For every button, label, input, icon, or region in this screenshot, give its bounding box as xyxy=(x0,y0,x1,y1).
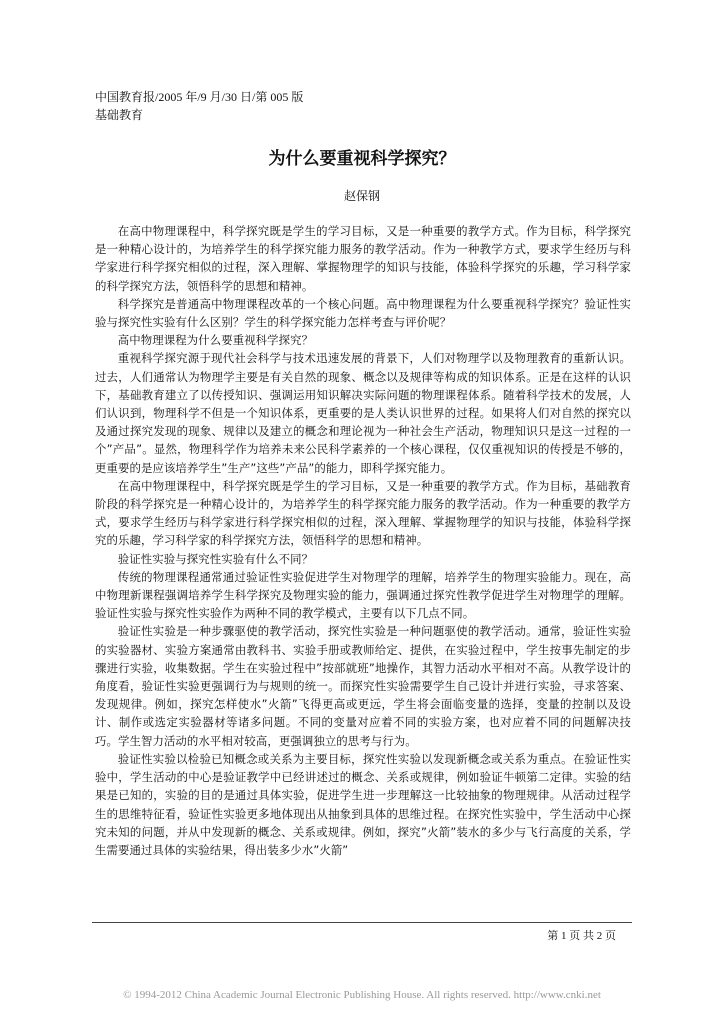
paragraph: 重视科学探究源于现代社会科学与技术迅速发展的背景下，人们对物理学以及物理教育的重新认识。过去，人们通常认为物理学主要是有关自然的现象、概念以及规律等构成的知识体系。正是在这样的认识下，基础教育建立了以传授知识、强调运用知识解决实际问题的物理课程体系。随着科学技术的发展，人们认识到，物理科学不但是一个知识体系，更重要的是人类认识世界的过程。如果将人们对自然的探究以及通过探究发现的现象、规律以及建立的概念和理论视为一种社会生产活动，物理知识只是这一过程的一个”产品”。显然，物理科学作为培养未来公民科学素养的一个核心课程，仅仅重视知识的传授是不够的，更重要的是应该培养学生”生产”这些”产品”的能力，即科学探究能力。 xyxy=(95,351,631,475)
footer-divider xyxy=(92,922,632,923)
newspaper-header xyxy=(95,88,655,124)
paragraph: 传统的物理课程通常通过验证性实验促进学生对物理学的理解，培养学生的物理实验能力。现在，高中物理新课程强调培养学生科学探究及物理实验的能力，强调通过探究性教学促进学生对物理学的理解。验证性实验与探究性实验作为两种不同的教学模式，主要有以下几点不同。 xyxy=(95,569,631,621)
paragraph: 在高中物理课程中，科学探究既是学生的学习目标，又是一种重要的教学方式。作为目标，基础教育阶段的科学探究是一种精心设计的，为培养学生的科学探究能力服务的教学活动。作为一种重要的教学方式，要求学生经历与科学家进行科学探究相似的过程，深入理解、掌握物理学的知识与技能，体验科学探究的乐趣，学习科学家的科学探究方法，领悟科学的思想和精神。 xyxy=(95,478,631,548)
article-body xyxy=(95,222,631,859)
copyright-notice: © 1994-2012 China Academic Journal Electronic Publishing House. All rights reserved. http://www.cnki.net xyxy=(123,989,601,1001)
source-line: 中国教育报/2005 年/9 月/30 日/第 005 版 xyxy=(95,90,304,104)
paragraph: 科学探究是普通高中物理课程改革的一个核心问题。高中物理课程为什么要重视科学探究？验证性实验与探究性实验有什么区别？学生的科学探究能力怎样考查与评价呢？ xyxy=(95,296,631,330)
paragraph: 在高中物理课程中，科学探究既是学生的学习目标，又是一种重要的教学方式。作为目标，科学探究是一种精心设计的，为培养学生的科学探究能力服务的教学活动。作为一种教学方式，要求学生经历与科学家进行科学探究相似的过程，深入理解、掌握物理学的知识与技能，体验科学探究的乐趣，学习科学家的科学探究方法，领悟科学的思想和精神。 xyxy=(95,224,631,293)
article-author: 赵保钢 xyxy=(343,189,380,203)
paragraph: 验证性实验以检验已知概念或关系为主要目标，探究性实验以发现新概念或关系为重点。在验证性实验中，学生活动的中心是验证教学中已经讲述过的概念、关系或规律，例如验证牛顿第二定律。实验的结果是已知的，实验的目的是通过具体实验，促进学生进一步理解这一比较抽象的物理规律。从活动过程学生的思维特征看，验证性实验更多地体现出从抽象到具体的思维过程。在探究性实验中，学生活动中心探究未知的问题，并从中发现新的概念、关系或规律。例如，探究”火箭”装水的多少与飞行高度的关系，学生需要通过具体的实验结果，得出装多少水”火箭” xyxy=(95,751,631,857)
page-number: 第 1 页 共 2 页 xyxy=(547,930,616,942)
section-label: 基础教育 xyxy=(95,108,144,122)
paragraph: 验证性实验是一种步骤驱使的教学活动，探究性实验是一种问题驱使的教学活动。通常，验证性实验的实验器材、实验方案通常由教科书、实验手册或教师给定、提供，在实验过程中，学生按事先制定的步骤进行实验，收集数据。学生在实验过程中”按部就班”地操作，其智力活动水平相对不高。从教学设计的角度看，验证性实验更强调行为与规则的统一。而探究性实验需要学生自己设计并进行实验，寻求答案、发现规律。例如，探究怎样使水”火箭”飞得更高或更远，学生将会面临变量的选择，变量的控制以及设计、制作或选定实验器材等诸多问题。不同的变量对应着不同的实验方案，也对应着不同的问题解决技巧。学生智力活动的水平相对较高，更强调独立的思考与行为。 xyxy=(95,624,631,748)
section-heading: 高中物理课程为什么要重视科学探究？ xyxy=(117,333,314,348)
article-title: 为什么要重视科学探究？ xyxy=(268,149,456,169)
section-heading: 验证性实验与探究性实验有什么不同？ xyxy=(117,551,314,566)
